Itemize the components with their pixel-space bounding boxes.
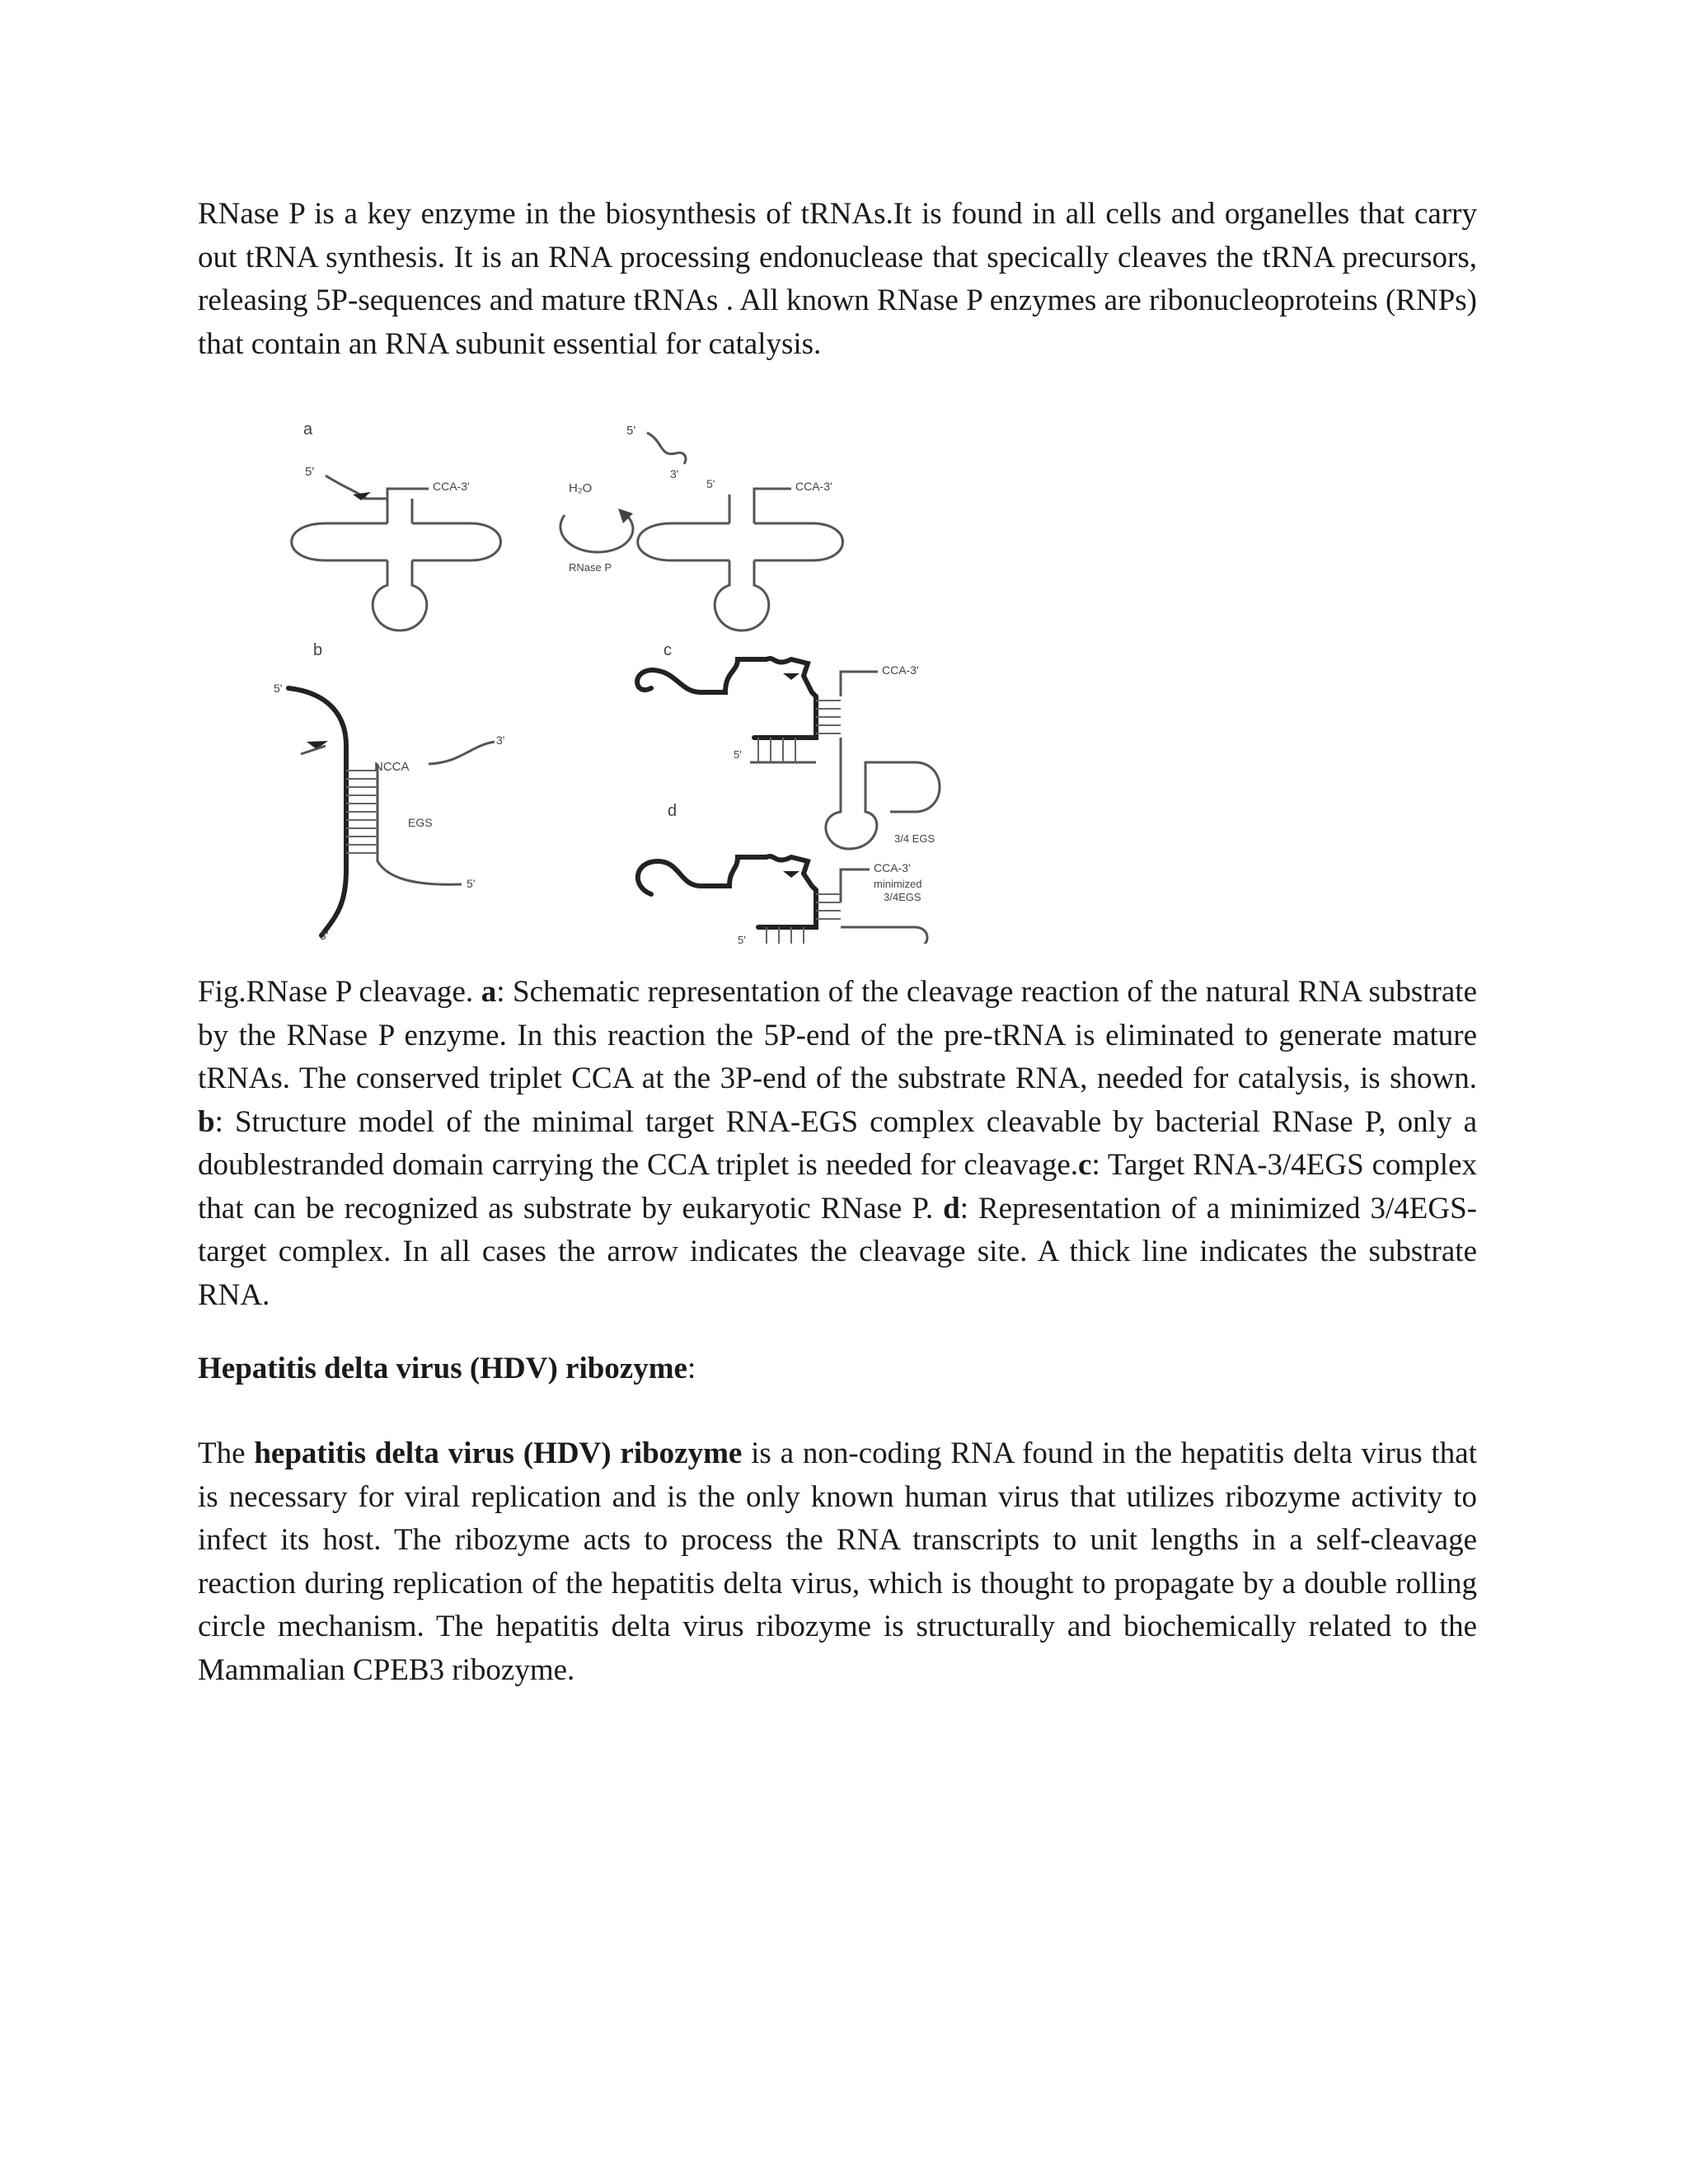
hdv-lead: The (198, 1436, 255, 1470)
caption-a-text: : Schematic representation of the cleavage reaction of the natural RNA substrate by the RNase P enzyme. In this reaction the 5P-end of the pre-tRNA is eliminated to generate mature tRNAs. The conserved triplet CCA at the 3P-end of the substrate RNA, needed for catalysis, is shown. (198, 975, 1477, 1095)
caption-b-label: b (198, 1104, 215, 1139)
panel-a-label: a (303, 420, 313, 438)
fragment-3prime: 3' (670, 467, 679, 480)
caption-prefix: Fig.RNase P cleavage. (198, 975, 481, 1009)
panel-d-label: d (668, 802, 678, 820)
panel-d-5prime: 5' (738, 934, 746, 944)
caption-d-label: d (943, 1191, 960, 1226)
caption-b-text: : Structure model of the minimal target RNA-EGS complex cleavable by bacterial RNase P, only a doublestranded domain carrying the CCA triplet is needed for cleavage. (198, 1104, 1477, 1182)
h2o-label: H₂O (569, 481, 593, 495)
fragment-5prime: 5' (626, 424, 636, 438)
panel-c-label: c (663, 641, 672, 659)
hdv-bold-term: hepatitis delta virus (HDV) ribozyme (254, 1436, 743, 1470)
caption-a-label: a (481, 975, 497, 1009)
panel-a-left-cca: CCA-3' (433, 480, 470, 493)
panel-b-label: b (313, 641, 323, 659)
panel-b-helix (346, 764, 462, 884)
panel-b-5prime: 5' (274, 682, 283, 695)
figure-caption (198, 971, 1477, 1317)
panel-b-substrate (288, 688, 346, 935)
caption-c-label: c (1078, 1148, 1092, 1182)
panel-a-left-trna (292, 476, 501, 630)
panel-c-egs: 3/4 EGS (894, 832, 935, 845)
panel-b-3prime-bottom: 3' (320, 929, 329, 942)
intro-paragraph: RNase P is a key enzyme in the biosynthesis of tRNAs.It is found in all cells and organelles that carry out tRNA synthesis. It is an RNA processing endonuclease that specically cleaves the tRNA precursors, releasing 5P-sequences and mature tRNAs . All known RNase P enzymes are ribonucleoproteins (RNPs) that contain an RNA subunit essential for catalysis. (198, 197, 1477, 361)
panel-c-cca: CCA-3' (882, 663, 919, 677)
panel-a-right-5prime: 5' (706, 477, 715, 490)
cycle-arrow (560, 515, 633, 552)
panel-b-3prime-top: 3' (496, 733, 505, 747)
caption-c-text: : Target RNA-3/4EGS complex that can be recognized as substrate by eukaryotic RNase P. (198, 1148, 1477, 1226)
panel-b-5prime-bottom: 5' (467, 877, 476, 890)
panel-a-5prime-label: 5' (305, 465, 315, 479)
panel-d-cca: CCA-3' (874, 861, 911, 874)
released-fragment (647, 433, 686, 464)
caption-d-text: : Representation of a minimized 3/4EGS-target complex. In all cases the arrow indicates the cleavage site. A thick line indicates the substrate RNA. (198, 1191, 1478, 1312)
rnase-p-label: RNase P (569, 561, 612, 574)
panel-c-complex (637, 658, 940, 849)
hdv-paragraph (198, 1432, 1477, 1692)
ncca-label: NCCA (374, 760, 410, 774)
panel-c-5prime: 5' (734, 748, 742, 761)
panel-d-egs: 3/4EGS (884, 891, 921, 903)
rnase-p-figure (264, 408, 1039, 944)
panel-b-tail (429, 742, 495, 764)
section-heading-suffix: : (687, 1352, 696, 1385)
egs-label: EGS (408, 816, 433, 829)
rnase-p-diagram (264, 408, 1039, 944)
panel-d-minimized: minimized (874, 878, 922, 890)
section-heading-bold: Hepatitis delta virus (HDV) ribozyme (198, 1352, 687, 1385)
section-heading (198, 1347, 696, 1390)
panel-a-right-cca: CCA-3' (795, 480, 832, 493)
panel-a-right-trna (638, 489, 843, 630)
hdv-rest: is a non-coding RNA found in the hepatitis delta virus that is necessary for viral replication and is the only known human virus that utilizes ribozyme activity to infect its host. The ribozyme acts to process the RNA transcripts to unit lengths in a self-cleavage reaction during replication of the hepatitis delta virus, which is thought to propagate by a double rolling circle mechanism. The hepatitis delta virus ribozyme is structurally and biochemically related to the Mammalian CPEB3 ribozyme. (198, 1436, 1477, 1687)
